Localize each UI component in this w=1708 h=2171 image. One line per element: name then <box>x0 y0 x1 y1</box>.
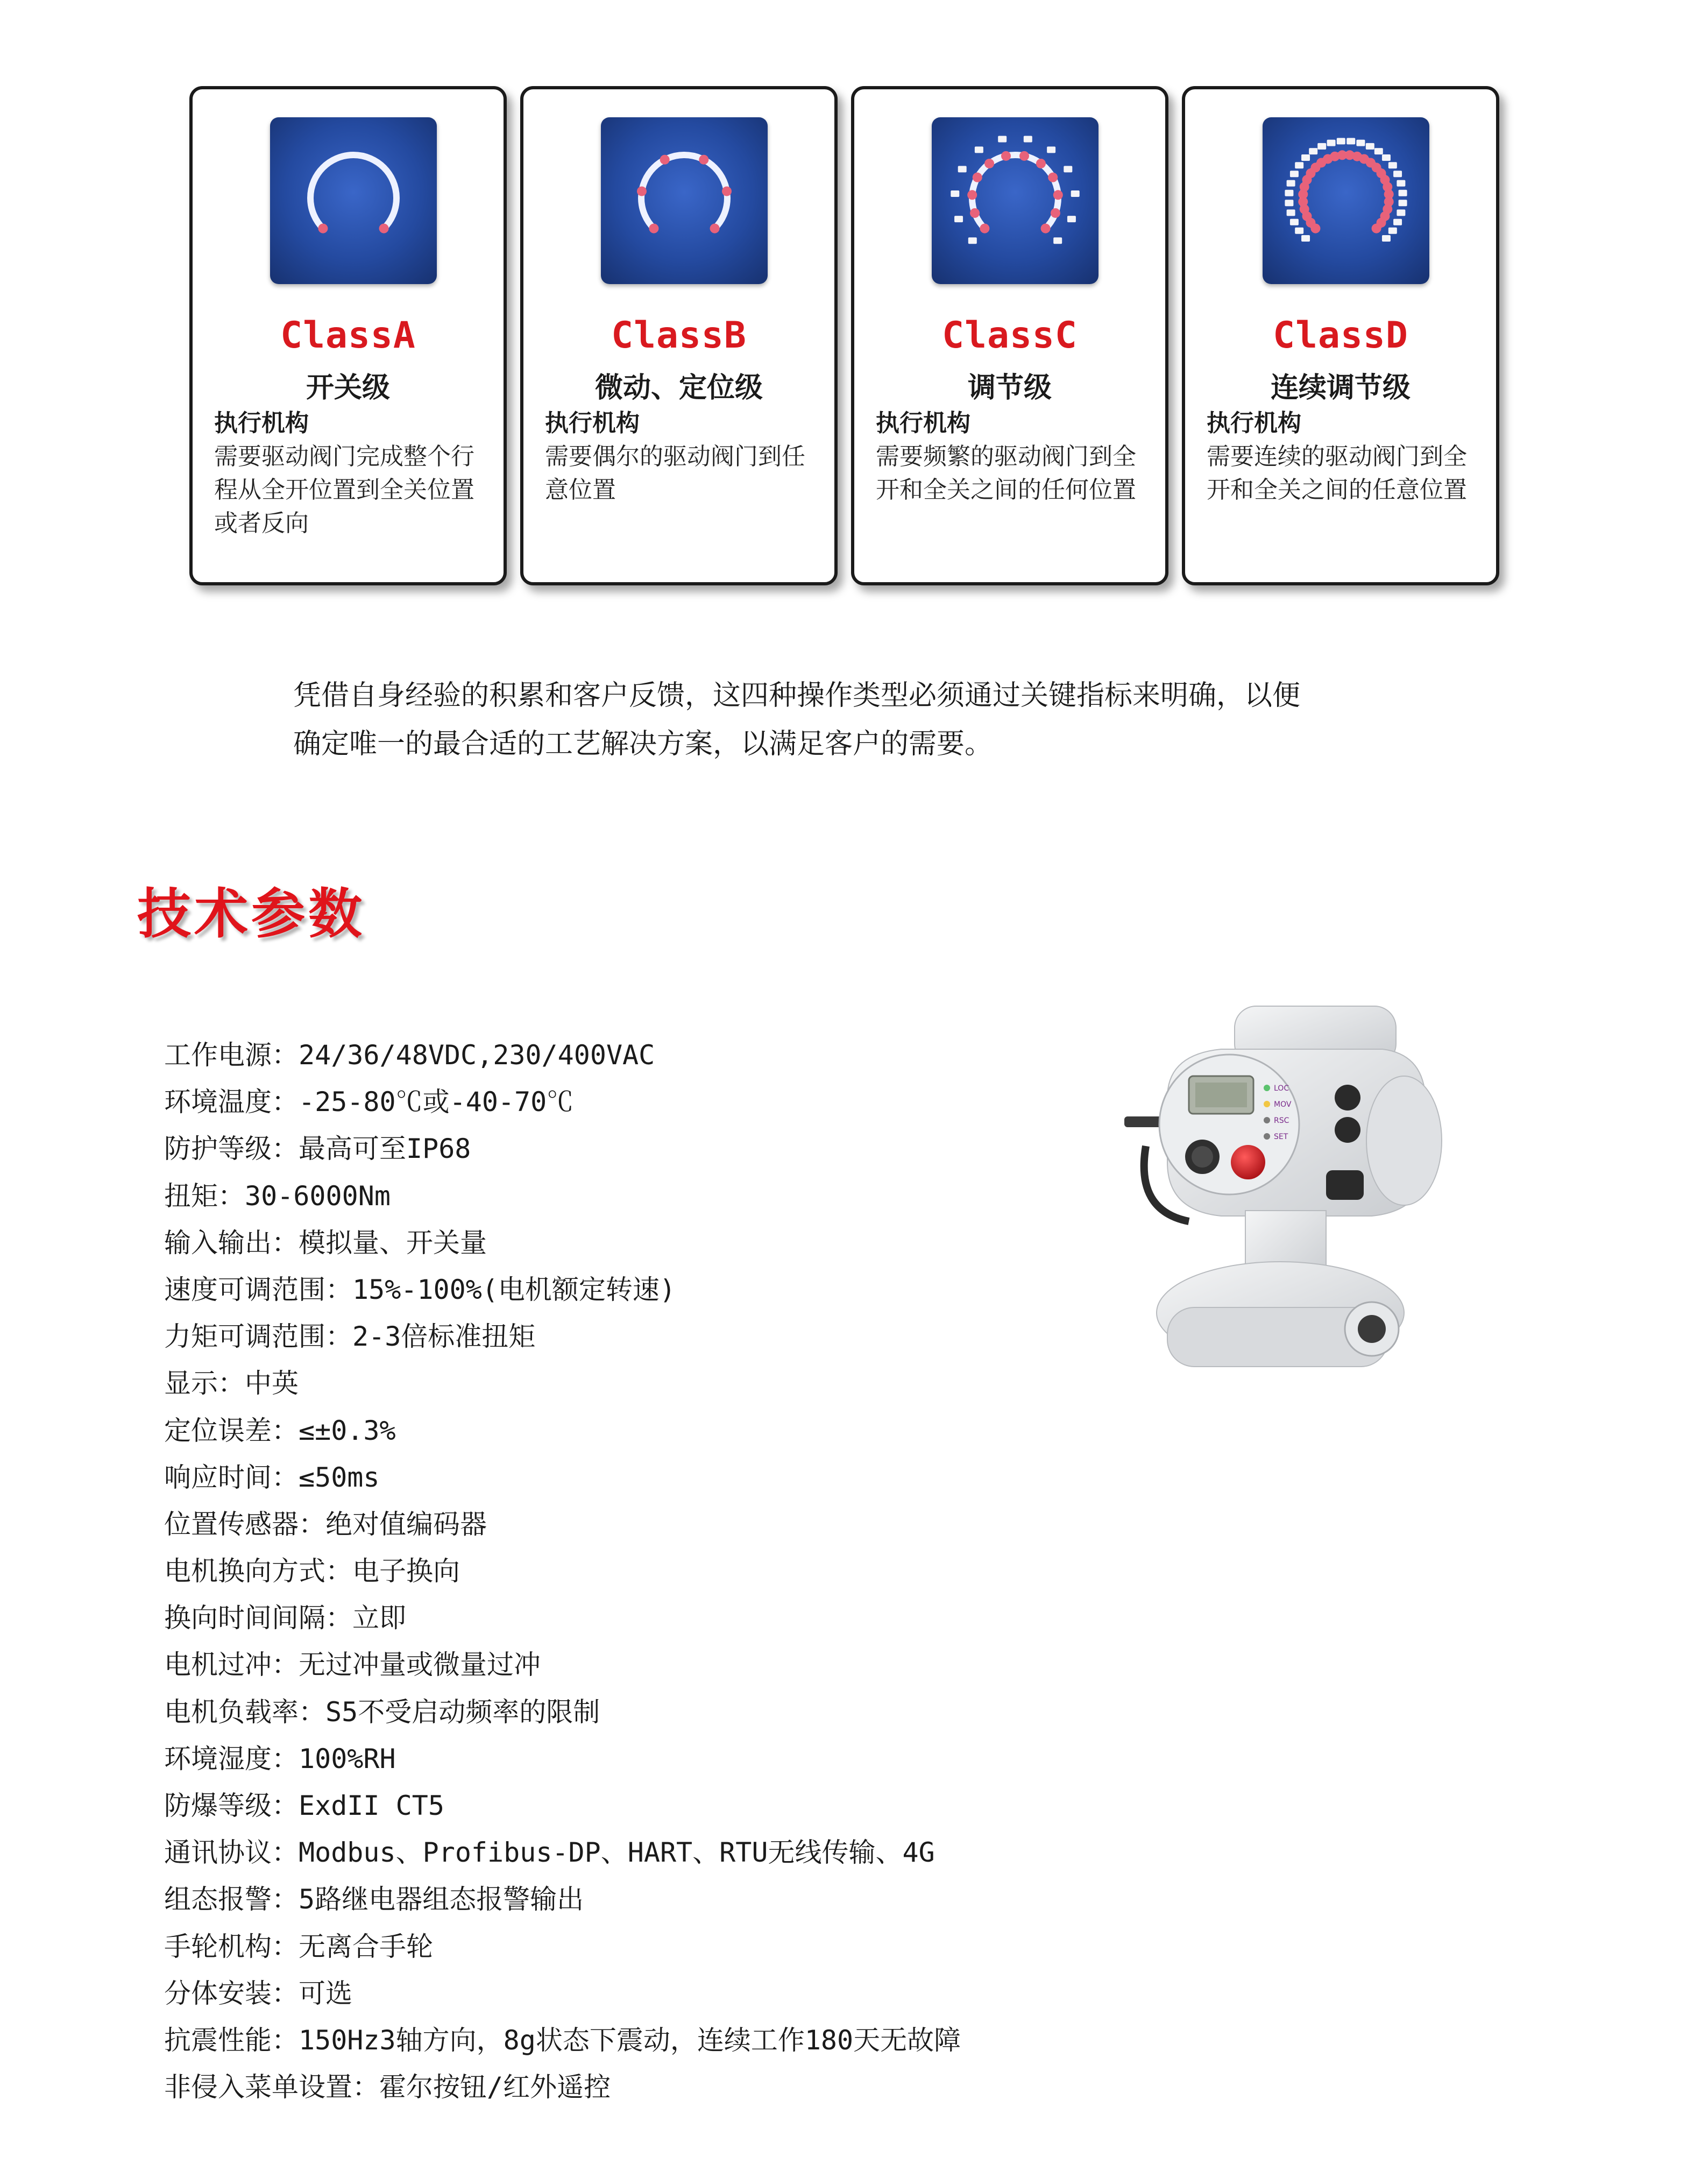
spec-label: 定位误差： <box>164 1415 299 1446</box>
spec-value: Modbus、Profibus-DP、HART、RTU无线传输、4G <box>299 1837 935 1869</box>
spec-row <box>164 2064 961 2111</box>
position-marker <box>970 208 980 218</box>
marker-tag <box>998 136 1007 143</box>
marker-tag <box>1071 190 1080 197</box>
marker-tag <box>1285 200 1293 206</box>
card-class-b <box>520 86 838 585</box>
spec-row <box>164 1501 961 1548</box>
marker-tag <box>1317 143 1326 150</box>
card-description <box>214 440 491 540</box>
card-desc-line: 开和全关之间的任何位置 <box>876 476 1136 504</box>
spec-row <box>164 1408 961 1454</box>
marker-tag <box>1327 140 1336 146</box>
marker-tag <box>1287 209 1295 216</box>
card-desc-line: 需要频繁的驱动阀门到全 <box>876 443 1136 470</box>
spec-value: -25-80℃或-40-70℃ <box>299 1086 574 1118</box>
spec-row <box>164 1642 961 1688</box>
position-marker <box>1053 190 1063 200</box>
marker-tag <box>1388 228 1397 234</box>
actuator-illustration <box>1103 985 1447 1431</box>
spec-label: 工作电源： <box>164 1039 299 1071</box>
card-desc-line: 需要驱动阀门完成整个行 <box>214 443 474 470</box>
marker-tag <box>1388 162 1397 168</box>
marker-tag <box>1290 219 1299 225</box>
marker-tag <box>1295 162 1303 168</box>
spec-row <box>164 1736 961 1783</box>
spec-value: 100%RH <box>299 1743 396 1774</box>
card-desc-line: 程从全开位置到全关位置 <box>214 476 474 504</box>
marker-tag <box>1382 235 1391 242</box>
marker-tag <box>1399 200 1407 206</box>
class-d-icon <box>1263 117 1429 284</box>
position-marker <box>967 190 977 200</box>
card-class-d <box>1182 86 1499 585</box>
marker-tag <box>975 146 983 153</box>
position-marker <box>637 186 647 196</box>
position-marker <box>1041 224 1051 234</box>
specs-title: 技术参数 <box>137 882 365 945</box>
intro-paragraph <box>293 671 1423 768</box>
marker-tag <box>1397 209 1405 216</box>
spec-label: 响应时间： <box>164 1461 299 1493</box>
spec-row <box>164 1595 961 1642</box>
spec-label: 手轮机构： <box>164 1930 299 1962</box>
card-class-a <box>189 86 507 585</box>
spec-value: ≤50ms <box>299 1461 380 1493</box>
spec-label: 位置传感器： <box>164 1508 325 1540</box>
panel-label: RSC <box>1274 1116 1289 1125</box>
spec-row <box>164 1829 961 1876</box>
spec-label: 防护等级： <box>164 1133 299 1165</box>
marker-tag <box>954 216 963 222</box>
spec-label: 电机过冲： <box>164 1649 299 1681</box>
spec-label: 环境湿度： <box>164 1743 299 1774</box>
marker-tag <box>1287 180 1295 187</box>
card-subtitle: 连续调节级 <box>1270 372 1411 404</box>
marker-tag <box>1053 237 1062 244</box>
position-marker <box>699 155 708 165</box>
marker-tag <box>1374 148 1383 154</box>
card-class-c <box>851 86 1168 585</box>
spec-value: 立即 <box>352 1602 406 1634</box>
spec-value: ≤±0.3% <box>299 1415 396 1446</box>
marker-tag <box>1397 180 1405 187</box>
card-class-title: ClassA <box>280 314 416 357</box>
spec-value: 15%-100%(电机额定转速) <box>352 1274 676 1305</box>
spec-row <box>164 1267 961 1313</box>
card-class-title: ClassB <box>611 314 747 357</box>
marker-tag <box>958 166 967 172</box>
class-a-icon <box>270 117 437 284</box>
spec-row <box>164 1548 961 1595</box>
spec-value: 电子换向 <box>352 1555 460 1587</box>
marker-tag <box>1301 154 1310 161</box>
intro-line: 凭借自身经验的积累和客户反馈，这四种操作类型必须通过关键指标来明确，以便 <box>293 680 1301 712</box>
spec-row <box>164 2017 961 2064</box>
spec-value: 霍尔按钮/红外遥控 <box>379 2071 611 2103</box>
spec-label: 电机换向方式： <box>164 1555 352 1587</box>
position-marker <box>1048 173 1058 182</box>
marker-tag <box>1047 146 1055 153</box>
position-marker <box>973 173 982 182</box>
specs-list <box>164 1032 961 2111</box>
spec-value: 可选 <box>299 1977 352 2009</box>
spec-label: 速度可调范围： <box>164 1274 352 1305</box>
marker-tag <box>1301 235 1310 242</box>
spec-value: 2-3倍标准扭矩 <box>352 1321 536 1353</box>
spec-value: 150Hz3轴方向，8g状态下震动，连续工作180天无故障 <box>299 2024 961 2056</box>
panel-label: LOC <box>1274 1084 1289 1093</box>
spec-row <box>164 1173 961 1220</box>
card-class-title: ClassC <box>942 314 1078 357</box>
marker-tag <box>1309 148 1317 154</box>
spec-value: 5路继电器组态报警输出 <box>299 1884 584 1915</box>
spec-row <box>164 1032 961 1079</box>
spec-row <box>164 1360 961 1407</box>
spec-row <box>164 1970 961 2017</box>
marker-tag <box>1393 171 1402 177</box>
card-subtitle: 开关级 <box>306 372 390 404</box>
marker-tag <box>1024 136 1032 143</box>
position-marker <box>649 224 658 234</box>
position-marker <box>1019 151 1029 161</box>
spec-label: 力矩可调范围： <box>164 1321 352 1353</box>
card-desc-line: 或者反向 <box>214 510 309 537</box>
card-class-title: ClassD <box>1273 314 1408 357</box>
spec-row <box>164 1126 961 1172</box>
spec-value: 无离合手轮 <box>299 1930 433 1962</box>
card-desc-line: 意位置 <box>545 476 616 504</box>
spec-row <box>164 1876 961 1923</box>
card-description <box>1207 440 1483 507</box>
card-label: 执行机构 <box>545 409 640 437</box>
position-marker <box>1001 151 1011 161</box>
marker-tag <box>1399 190 1407 196</box>
marker-tag <box>968 237 977 244</box>
marker-tag <box>1067 216 1076 222</box>
spec-label: 抗震性能： <box>164 2024 299 2056</box>
spec-value: 最高可至IP68 <box>299 1133 471 1165</box>
spec-label: 通讯协议： <box>164 1837 299 1869</box>
position-marker <box>980 224 989 234</box>
position-marker <box>318 224 328 234</box>
arc <box>641 155 727 229</box>
spec-row <box>164 1783 961 1829</box>
spec-label: 换向时间间隔： <box>164 1602 352 1634</box>
spec-row <box>164 1313 961 1360</box>
card-desc-line: 开和全关之间的任意位置 <box>1207 476 1467 504</box>
card-label: 执行机构 <box>1207 409 1301 437</box>
spec-value: 24/36/48VDC,230/400VAC <box>299 1039 655 1071</box>
marker-tag <box>1356 140 1365 146</box>
marker-tag <box>951 190 959 197</box>
card-description <box>545 440 821 507</box>
spec-label: 组态报警： <box>164 1884 299 1915</box>
position-marker <box>984 159 994 168</box>
position-marker <box>710 224 720 234</box>
position-marker <box>660 155 670 165</box>
card-desc-line: 需要偶尔的驱动阀门到任 <box>545 443 805 470</box>
card-description <box>876 440 1152 507</box>
spec-label: 显示： <box>164 1368 245 1399</box>
panel-label: SET <box>1274 1133 1288 1141</box>
class-c-icon <box>932 117 1098 284</box>
position-marker <box>1036 159 1046 168</box>
spec-value: S5不受启动频率的限制 <box>325 1696 600 1728</box>
spec-label: 分体安装： <box>164 1977 299 2009</box>
card-label: 执行机构 <box>214 409 309 437</box>
spec-row <box>164 1454 961 1501</box>
position-marker <box>722 186 732 196</box>
marker-tag <box>1290 171 1299 177</box>
spec-row <box>164 1079 961 1126</box>
spec-value: 模拟量、开关量 <box>299 1227 487 1258</box>
spec-row <box>164 1689 961 1736</box>
marker-tag <box>1366 143 1374 150</box>
position-marker <box>1372 224 1381 234</box>
arc <box>310 155 396 229</box>
spec-label: 电机负载率： <box>164 1696 325 1728</box>
position-marker <box>1051 208 1060 218</box>
spec-label: 环境温度： <box>164 1086 299 1118</box>
marker-tag <box>1285 190 1293 196</box>
spec-value: 无过冲量或微量过冲 <box>299 1649 541 1681</box>
intro-line: 确定唯一的最合适的工艺解决方案，以满足客户的需要。 <box>293 728 993 760</box>
class-b-icon <box>601 117 768 284</box>
marker-tag <box>1382 154 1391 161</box>
card-desc-line: 需要连续的驱动阀门到全 <box>1207 443 1467 470</box>
spec-row <box>164 1220 961 1267</box>
spec-row <box>164 1924 961 1970</box>
panel-label: MOV <box>1274 1100 1292 1109</box>
card-label: 执行机构 <box>876 409 970 437</box>
marker-tag <box>1064 166 1072 172</box>
card-subtitle: 微动、定位级 <box>594 372 763 404</box>
spec-label: 防爆等级： <box>164 1790 299 1821</box>
spec-label: 非侵入菜单设置： <box>164 2071 379 2103</box>
position-marker <box>379 224 389 234</box>
spec-value: 中英 <box>245 1368 299 1399</box>
marker-tag <box>1295 228 1303 234</box>
marker-tag <box>1337 138 1345 144</box>
spec-value: 30-6000Nm <box>245 1180 391 1212</box>
arc <box>972 155 1058 229</box>
spec-label: 输入输出： <box>164 1227 299 1258</box>
spec-label: 扭矩： <box>164 1180 245 1212</box>
marker-tag <box>1346 138 1355 144</box>
marker-tag <box>1393 219 1402 225</box>
spec-value: 绝对值编码器 <box>325 1508 487 1540</box>
card-subtitle: 调节级 <box>967 372 1052 404</box>
spec-value: ExdII CT5 <box>299 1790 444 1821</box>
actuator-product-image <box>1103 985 1447 1431</box>
